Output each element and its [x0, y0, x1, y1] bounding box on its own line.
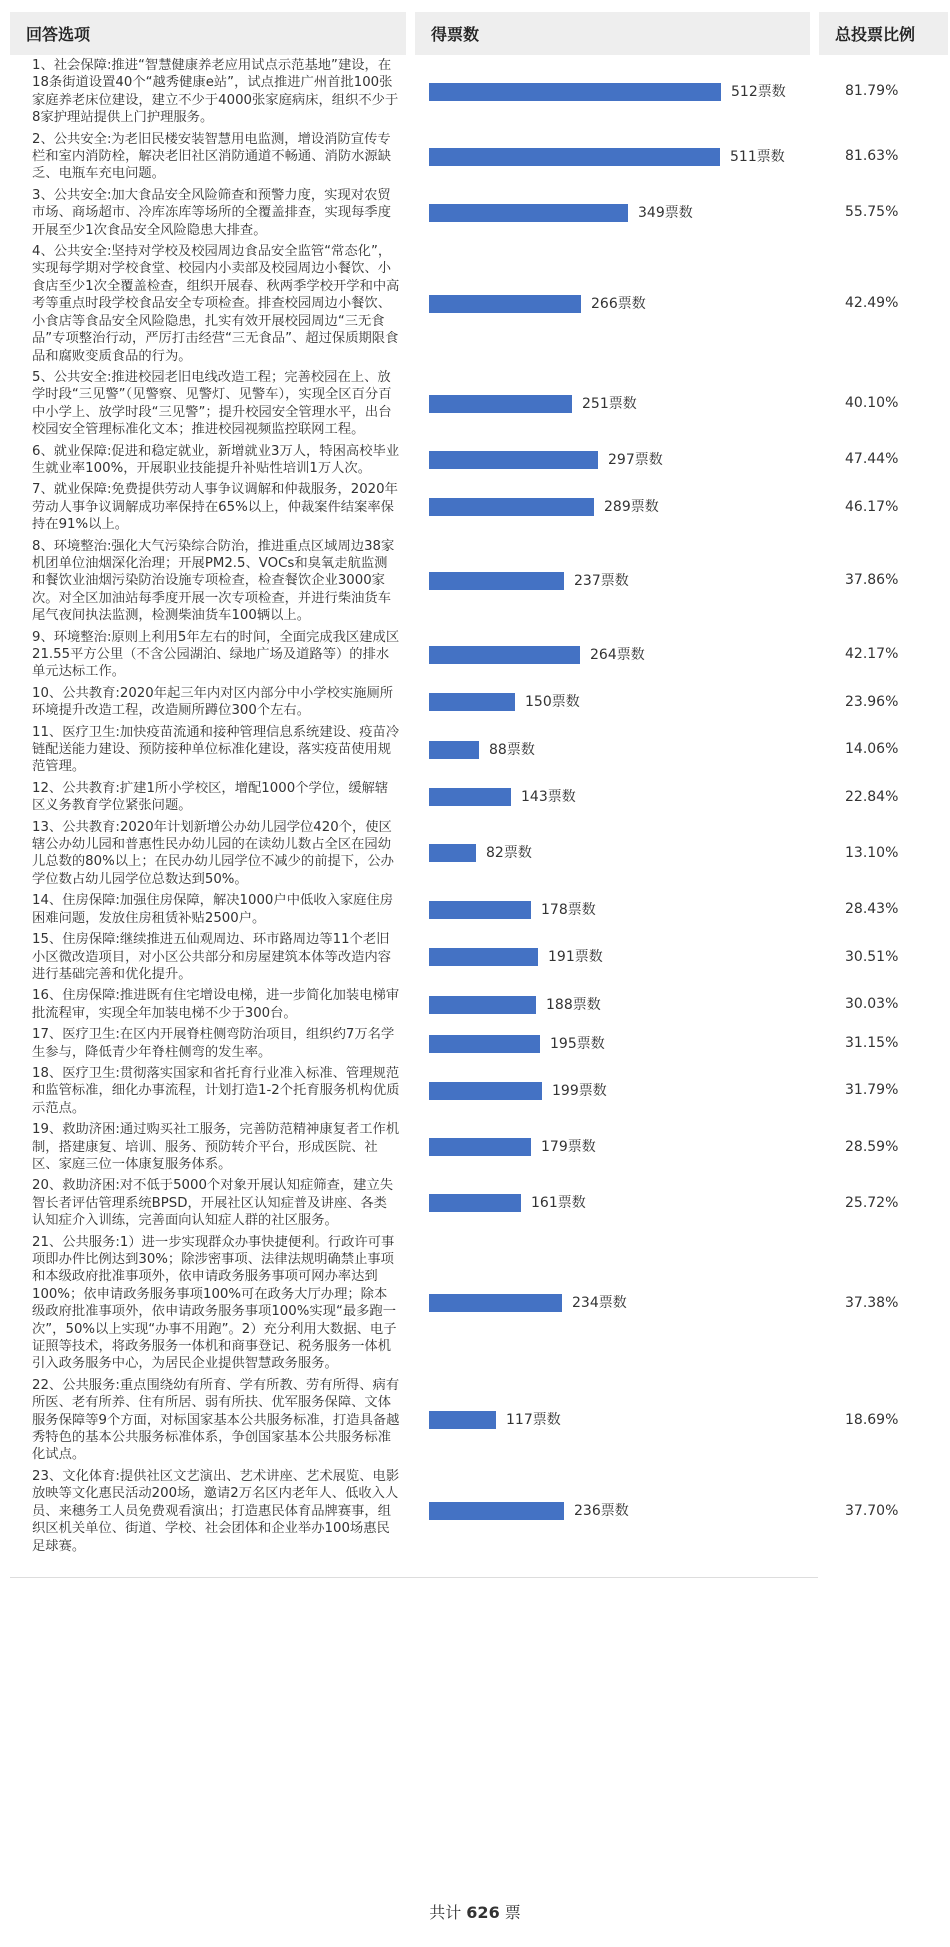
vote-bar-track: [429, 1193, 810, 1213]
vote-bar-track: [429, 1034, 810, 1054]
vote-bar-track: [429, 82, 810, 102]
vote-bar: [429, 741, 479, 759]
vote-percentage: 25.72%: [845, 1194, 899, 1211]
table-row: [10, 1232, 948, 1375]
table-row: [10, 985, 948, 1024]
total-prefix: 共计: [429, 1903, 462, 1922]
answer-option-text: 20、救助济困:对不低于5000个对象开展认知症筛查，建立失智长者评估管理系统BPSD，开展社区认知症普及讲座、各类认知症介入训练，完善面向认知症人群的社区服务。: [32, 1178, 394, 1229]
vote-bar-cell: [415, 890, 810, 929]
table-row: [10, 683, 948, 722]
answer-option-text: 13、公共教育:2020年计划新增公办幼儿园学位420个，使区辖公办幼儿园和普惠性民办幼儿园的在读幼儿数占全区在园幼儿总数的80%以上；在民办幼儿园学位不减少的前提下，公办学位数占幼儿园学位总数达到50%。: [32, 819, 394, 887]
vote-count-suffix: 票数: [578, 1083, 607, 1100]
table-row: [10, 1466, 948, 1557]
vote-bar: [429, 1138, 531, 1156]
vote-bar-cell: [415, 722, 810, 778]
vote-bar-cell: [415, 817, 810, 891]
vote-percentage: 28.43%: [845, 900, 899, 917]
vote-count-label: [730, 147, 785, 167]
answer-option-text: 7、就业保障:免费提供劳动人事争议调解和仲裁服务，2020年劳动人事争议调解成功率保持在65%以上，仲裁案件结案率保持在91%以上。: [32, 482, 398, 533]
table-bottom-divider: [10, 1577, 818, 1578]
vote-bar-cell: [415, 129, 810, 185]
answer-option-text: 15、住房保障:继续推进五仙观周边、环市路周边等11个老旧小区微改造项目，对小区公共部分和房屋建筑本体等改造内容进行基础完善和优化提升。: [32, 932, 392, 982]
vote-count-label: [638, 203, 693, 223]
vote-bar-cell: [415, 536, 810, 627]
vote-count-value: 251: [582, 395, 609, 412]
vote-bar-cell: [415, 55, 810, 129]
vote-percentage: 31.79%: [845, 1082, 899, 1099]
vote-count-suffix: 票数: [598, 1295, 627, 1312]
vote-count-suffix: 票数: [551, 694, 580, 711]
vote-percentage: 37.86%: [845, 572, 899, 589]
vote-percentage: 42.49%: [845, 295, 899, 312]
vote-count-suffix: 票数: [617, 295, 646, 312]
vote-percentage: 40.10%: [845, 395, 899, 412]
vote-count-label: [552, 1081, 607, 1101]
vote-bar-cell: [415, 985, 810, 1024]
vote-count-label: [525, 692, 580, 712]
vote-count-value: 512: [731, 83, 758, 100]
table-row: [10, 55, 948, 129]
answer-option-text: 8、环境整治:强化大气污染综合防治，推进重点区域周边38家机团单位油烟深化治理；开展PM2.5、VOCs和臭氧走航监测和餐饮业油烟污染防治设施专项检查，检查餐饮企业3000家次。对全区加油站每季度开展一次专项检查，并进行柴油货车尾气夜间执法监测，检测柴油货车100辆以上。: [32, 538, 395, 624]
table-row: [10, 536, 948, 627]
vote-percentage: 13.10%: [845, 844, 899, 861]
vote-bar: [429, 788, 511, 806]
vote-bar-cell: [415, 1232, 810, 1375]
vote-count-suffix: 票数: [616, 646, 645, 663]
total-votes: [0, 1900, 950, 1923]
vote-count-label: [582, 394, 637, 414]
vote-bar-cell: [415, 627, 810, 683]
vote-bar-track: [429, 740, 810, 760]
vote-bar-cell: [415, 929, 810, 985]
vote-bar: [429, 498, 594, 516]
header-row: [10, 12, 948, 55]
answer-option-text: 3、公共安全:加大食品安全风险筛查和预警力度，实现对农贸市场、商场超市、冷库冻库等场所的全覆盖排查，实现每季度开展至少1次食品安全风险隐患大排查。: [32, 187, 392, 238]
vote-count-value: 297: [608, 451, 635, 468]
vote-bar-track: [429, 1137, 810, 1157]
answer-option-text: 1、社会保障:推进“智慧健康养老应用试点示范基地”建设，在18条街道设置40个“越秀健康e站”，试点推进广州首批100张家庭养老床位建设，建立不少于4000张家庭病床，组织不少于8家护理站提供上门护理服务。: [32, 58, 399, 126]
vote-bar: [429, 1294, 562, 1312]
vote-count-suffix: 票数: [547, 789, 576, 806]
answer-option-text: 19、救助济困:通过购买社工服务，完善防范精神康复者工作机制，搭建康复、培训、服务、预防转介平台，形成医院、社区、家庭三位一体康复服务体系。: [32, 1122, 400, 1172]
vote-bar-track: [429, 1293, 810, 1313]
answer-option-text: 4、公共安全:坚持对学校及校园周边食品安全监管“常态化”，实现每学期对学校食堂、校园内小卖部及校园周边小餐饮、小食店至少1次全覆盖检查，组织开展春、秋两季学校开学和中高考等重点时段学校食品安全专项检查。排查校园周边小餐饮、小食店等食品安全风险隐患，扎实有效开展校园周边“三无食品”专项整治行动，严厉打击经营“三无食品”、超过保质期限食品和腐败变质食品的行为。: [32, 244, 400, 364]
vote-bar-cell: [415, 241, 810, 367]
vote-percentage: 18.69%: [845, 1411, 899, 1428]
vote-percentage: 81.63%: [845, 148, 899, 165]
answer-option-text: 11、医疗卫生:加快疫苗流通和接种管理信息系统建设、疫苗冷链配送能力建设、预防接种单位标准化建设，落实疫苗使用规范管理。: [32, 724, 400, 775]
vote-count-label: [591, 294, 646, 314]
vote-bar-track: [429, 497, 810, 517]
vote-count-value: 161: [531, 1195, 558, 1212]
vote-bar-track: [429, 147, 810, 167]
vote-count-label: [541, 1137, 596, 1157]
vote-count-value: 82: [486, 845, 504, 862]
answer-option-text: 9、环境整治:原则上利用5年左右的时间，全面完成我区建成区21.55平方公里（不含公园湖泊、绿地广场及道路等）的排水单元达标工作。: [32, 629, 400, 680]
vote-count-suffix: 票数: [574, 949, 603, 966]
vote-count-label: [572, 1293, 627, 1313]
vote-count-suffix: 票数: [576, 1035, 605, 1052]
vote-percentage: 37.70%: [845, 1502, 899, 1519]
vote-bar-cell: [415, 683, 810, 722]
table-row: [10, 1063, 948, 1119]
vote-count-label: [548, 947, 603, 967]
vote-count-suffix: 票数: [567, 1139, 596, 1156]
vote-bar: [429, 844, 476, 862]
vote-bar: [429, 1411, 496, 1429]
vote-bar-track: [429, 294, 810, 314]
answer-option-text: 2、公共安全:为老旧民楼安装智慧用电监测，增设消防宣传专栏和室内消防栓，解决老旧社区消防通道不畅通、消防水源缺乏、电瓶车充电问题。: [32, 131, 392, 182]
vote-percentage: 31.15%: [845, 1034, 899, 1051]
header-answer: 回答选项: [10, 12, 406, 55]
table-row: [10, 241, 948, 367]
vote-bar: [429, 148, 720, 166]
vote-bar-cell: [415, 479, 810, 535]
vote-count-value: 264: [590, 646, 617, 663]
table-row: [10, 627, 948, 683]
vote-bar: [429, 996, 536, 1014]
vote-bar-cell: [415, 778, 810, 817]
vote-bar: [429, 83, 721, 101]
vote-count-value: 179: [541, 1139, 568, 1156]
vote-bar: [429, 395, 572, 413]
vote-count-value: 117: [506, 1412, 533, 1429]
vote-count-suffix: 票数: [572, 996, 601, 1013]
vote-count-label: [574, 571, 629, 591]
vote-count-suffix: 票数: [506, 741, 535, 758]
table-row: [10, 1375, 948, 1466]
answer-option-text: 6、就业保障:促进和稳定就业，新增就业3万人，特困高校毕业生就业率100%，开展职业技能提升补贴性培训1万人次。: [32, 443, 400, 476]
vote-percentage: 47.44%: [845, 451, 899, 468]
vote-count-label: [574, 1501, 629, 1521]
vote-bar-cell: [415, 185, 810, 241]
vote-percentage: 30.03%: [845, 996, 899, 1013]
vote-count-suffix: 票数: [600, 1503, 629, 1520]
vote-count-suffix: 票数: [608, 395, 637, 412]
vote-results-table: [10, 12, 948, 1578]
vote-bar: [429, 1082, 542, 1100]
vote-bar-track: [429, 1081, 810, 1101]
vote-bar: [429, 572, 564, 590]
answer-option-text: 12、公共教育:扩建1所小学校区，增配1000个学位，缓解辖区义务教育学位紧张问题。: [32, 780, 389, 814]
vote-bar-cell: [415, 1175, 810, 1231]
vote-bar-track: [429, 394, 810, 414]
vote-bar-track: [429, 571, 810, 591]
vote-bar: [429, 693, 515, 711]
vote-count-value: 88: [489, 741, 507, 758]
vote-count-suffix: 票数: [630, 499, 659, 516]
vote-percentage: 37.38%: [845, 1294, 899, 1311]
vote-bar-cell: [415, 1375, 810, 1466]
vote-bar-cell: [415, 1466, 810, 1557]
vote-bar-track: [429, 787, 810, 807]
vote-bar-cell: [415, 367, 810, 441]
vote-count-suffix: 票数: [503, 845, 532, 862]
vote-count-suffix: 票数: [634, 451, 663, 468]
vote-bar: [429, 901, 531, 919]
vote-count-suffix: 票数: [756, 148, 785, 165]
vote-bar: [429, 1502, 564, 1520]
vote-count-value: 266: [591, 295, 618, 312]
vote-count-label: [546, 995, 601, 1015]
vote-bar-track: [429, 900, 810, 920]
vote-count-value: 199: [552, 1083, 579, 1100]
vote-count-label: [521, 787, 576, 807]
answer-option-text: 21、公共服务:1）进一步实现群众办事快捷便利。行政许可事项即办件比例达到30%；除涉密事项、法律法规明确禁止事项和本级政府批准事项外，依申请政务服务事项可网办率达到100%；依申请政务服务事项100%可在政务大厅办理；除本级政府批准事项外，依申请政务服务事项100%实现“最多跑一次”，50%以上实现“办事不用跑”。2）充分利用大数据、电子证照等技术，将政务服务一体机和商事登记、税务服务一体机引入政务服务中心，为居民企业提供智慧政务服务。: [32, 1234, 397, 1372]
vote-count-suffix: 票数: [557, 1195, 586, 1212]
vote-percentage: 81.79%: [845, 83, 899, 100]
answer-option-text: 22、公共服务:重点围绕幼有所育、学有所教、劳有所得、病有所医、老有所养、住有所居、弱有所扶、优军服务保障、文体服务保障等9个方面，对标国家基本公共服务标准，打造具备越秀特色的基本公共服务标准体系，争创国家基本公共服务标准化试点。: [32, 1377, 400, 1463]
vote-count-suffix: 票数: [567, 901, 596, 918]
vote-bar-cell: [415, 1119, 810, 1175]
table-row: [10, 778, 948, 817]
vote-count-value: 289: [604, 499, 631, 516]
table-row: [10, 722, 948, 778]
vote-bar-cell: [415, 441, 810, 480]
answer-option-text: 18、医疗卫生:贯彻落实国家和省托育行业准入标准、管理规范和监管标准，细化办事流程，计划打造1-2个托育服务机构优质示范点。: [32, 1065, 400, 1116]
vote-count-label: [489, 740, 535, 760]
vote-bar-cell: [415, 1063, 810, 1119]
header-ratio: 总投票比例: [819, 12, 948, 55]
vote-count-label: [531, 1193, 586, 1213]
vote-bar-track: [429, 1501, 810, 1521]
vote-bar-track: [429, 1410, 810, 1430]
table-row: [10, 1119, 948, 1175]
answer-option-text: 17、医疗卫生:在区内开展脊柱侧弯防治项目，组织约7万名学生参与，降低青少年脊柱侧弯的发生率。: [32, 1027, 395, 1060]
vote-count-value: 234: [572, 1295, 599, 1312]
vote-count-label: [506, 1410, 561, 1430]
vote-bar-track: [429, 947, 810, 967]
table-row: [10, 441, 948, 480]
vote-count-value: 150: [525, 694, 552, 711]
vote-count-label: [550, 1034, 605, 1054]
answer-option-text: 16、住房保障:推进既有住宅增设电梯，进一步简化加装电梯审批流程审，实现全年加装电梯不少于300台。: [32, 988, 400, 1021]
answer-option-text: 5、公共安全:推进校园老旧电线改造工程；完善校园在上、放学时段“三见警”（见警察、见警灯、见警车），实现全区百分百中小学上、放学时段“三见警”；提升校园安全管理水平，出台校园安全管理标准化文本；推进校园视频监控联网工程。: [32, 369, 392, 438]
vote-bar: [429, 1194, 521, 1212]
vote-count-suffix: 票数: [532, 1412, 561, 1429]
vote-count-value: 178: [541, 901, 568, 918]
answer-option-text: 14、住房保障:加强住房保障，解决1000户中低收入家庭住房困难问题，发放住房租赁补贴2500户。: [32, 893, 394, 926]
vote-bar-cell: [415, 1024, 810, 1063]
table-row: [10, 890, 948, 929]
table-row: [10, 817, 948, 891]
total-suffix: 票: [504, 1903, 521, 1922]
vote-bar: [429, 451, 598, 469]
vote-count-value: 511: [730, 148, 757, 165]
vote-count-suffix: 票数: [664, 204, 693, 221]
table-row: [10, 479, 948, 535]
table-row: [10, 1175, 948, 1231]
vote-count-value: 143: [521, 789, 548, 806]
vote-bar-track: [429, 450, 810, 470]
vote-bar-track: [429, 645, 810, 665]
vote-bar-track: [429, 203, 810, 223]
vote-bar: [429, 948, 538, 966]
vote-bar: [429, 204, 628, 222]
vote-bar-track: [429, 692, 810, 712]
vote-count-label: [541, 900, 596, 920]
vote-bar-track: [429, 995, 810, 1015]
answer-option-text: 23、文化体育:提供社区文艺演出、艺术讲座、艺术展览、电影放映等文化惠民活动200场，邀请2万名区内老年人、低收入人员、来穗务工人员免费观看演出；打造惠民体育品牌赛事，组织区机关单位、街道、学校、社会团体和企业举办100场惠民足球赛。: [32, 1468, 400, 1554]
vote-percentage: 28.59%: [845, 1138, 899, 1155]
vote-bar-track: [429, 843, 810, 863]
vote-bar: [429, 295, 581, 313]
header-votes: 得票数: [415, 12, 810, 55]
vote-count-value: 236: [574, 1503, 601, 1520]
vote-percentage: 30.51%: [845, 948, 899, 965]
vote-count-label: [608, 450, 663, 470]
answer-option-text: 10、公共教育:2020年起三年内对区内部分中小学校实施厕所环境提升改造工程，改造厕所蹲位300个左右。: [32, 685, 394, 719]
table-row: [10, 129, 948, 185]
vote-count-label: [590, 645, 645, 665]
vote-count-suffix: 票数: [600, 573, 629, 590]
vote-percentage: 22.84%: [845, 788, 899, 805]
vote-count-label: [731, 82, 786, 102]
vote-count-value: 195: [550, 1035, 577, 1052]
table-row: [10, 367, 948, 441]
vote-bar: [429, 646, 580, 664]
vote-count-suffix: 票数: [757, 83, 786, 100]
vote-percentage: 14.06%: [845, 741, 899, 758]
table-row: [10, 185, 948, 241]
vote-percentage: 55.75%: [845, 204, 899, 221]
vote-count-label: [604, 497, 659, 517]
vote-bar: [429, 1035, 540, 1053]
vote-count-value: 237: [574, 573, 601, 590]
vote-count-value: 191: [548, 949, 575, 966]
vote-percentage: 46.17%: [845, 498, 899, 515]
vote-percentage: 23.96%: [845, 693, 899, 710]
table-row: [10, 929, 948, 985]
vote-percentage: 42.17%: [845, 646, 899, 662]
vote-count-value: 349: [638, 204, 665, 221]
table-row: [10, 1024, 948, 1063]
vote-count-value: 188: [546, 996, 573, 1013]
vote-count-label: [486, 843, 532, 863]
total-count: 626: [466, 1903, 500, 1922]
